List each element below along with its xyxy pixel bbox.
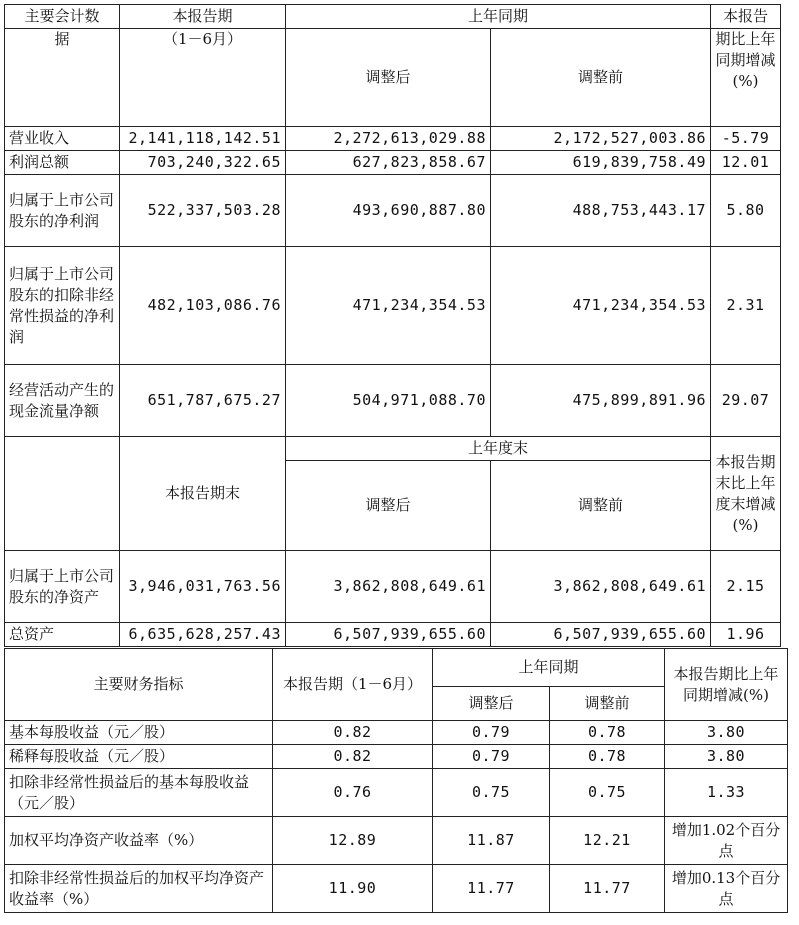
header2-prior-year-end: 上年度末 (286, 437, 711, 461)
header-before-adjustment: 调整前 (550, 687, 665, 721)
row-label: 归属于上市公司股东的净资产 (5, 551, 120, 623)
header2-change: 本报告期末比上年度末增减(%) (711, 437, 781, 551)
header2-current-period-end: 本报告期末 (120, 437, 286, 551)
row-adjusted: 471,234,354.53 (286, 247, 491, 365)
header-before-adjustment: 调整前 (491, 29, 711, 127)
row-change: 3.80 (665, 745, 788, 769)
row-current: 11.90 (273, 865, 433, 913)
table-row (5, 769, 788, 817)
header-indicator-line2: 据 (5, 29, 120, 127)
row-change: 增加1.02个百分点 (665, 817, 788, 865)
row-change: 1.33 (665, 769, 788, 817)
row-before: 2,172,527,003.86 (491, 127, 711, 151)
row-label: 总资产 (5, 623, 120, 647)
row-adjusted: 11.87 (433, 817, 550, 865)
row-before: 619,839,758.49 (491, 151, 711, 175)
header-adjusted: 调整后 (433, 687, 550, 721)
row-adjusted: 627,823,858.67 (286, 151, 491, 175)
table-row (5, 127, 781, 151)
row-adjusted: 11.77 (433, 865, 550, 913)
row-label: 加权平均净资产收益率（%） (5, 817, 273, 865)
row-change: 29.07 (711, 365, 781, 437)
row-before: 3,862,808,649.61 (491, 551, 711, 623)
table-row (5, 151, 781, 175)
row-adjusted: 3,862,808,649.61 (286, 551, 491, 623)
header2-adjusted: 调整后 (286, 461, 491, 551)
row-change: -5.79 (711, 127, 781, 151)
row-adjusted: 504,971,088.70 (286, 365, 491, 437)
row-before: 475,899,891.96 (491, 365, 711, 437)
row-change: 1.96 (711, 623, 781, 647)
row-adjusted: 493,690,887.80 (286, 175, 491, 247)
row-change: 5.80 (711, 175, 781, 247)
table-row (5, 623, 781, 647)
row-current: 12.89 (273, 817, 433, 865)
row-adjusted: 0.75 (433, 769, 550, 817)
row-change: 增加0.13个百分点 (665, 865, 788, 913)
row-current: 651,787,675.27 (120, 365, 286, 437)
row-before: 471,234,354.53 (491, 247, 711, 365)
row-adjusted: 6,507,939,655.60 (286, 623, 491, 647)
row-change: 12.01 (711, 151, 781, 175)
row-label: 营业收入 (5, 127, 120, 151)
header-prior-year: 上年同期 (433, 649, 665, 687)
header-indicator: 主要财务指标 (5, 649, 273, 721)
table-row (5, 745, 788, 769)
row-current: 0.82 (273, 745, 433, 769)
row-label: 基本每股收益（元／股） (5, 721, 273, 745)
row-current: 0.76 (273, 769, 433, 817)
header-prior-year: 上年同期 (286, 5, 711, 29)
row-label: 扣除非经常性损益后的加权平均净资产收益率（%） (5, 865, 273, 913)
row-label: 归属于上市公司股东的扣除非经常性损益的净利润 (5, 247, 120, 365)
table-row (5, 551, 781, 623)
table-row (5, 247, 781, 365)
header-current-period: 本报告期（1－6月） (273, 649, 433, 721)
header-adjusted: 调整后 (286, 29, 491, 127)
header-change-line1: 本报告 (711, 5, 781, 29)
header2-before-adjustment: 调整前 (491, 461, 711, 551)
row-before: 11.77 (550, 865, 665, 913)
row-label: 归属于上市公司股东的净利润 (5, 175, 120, 247)
row-before: 6,507,939,655.60 (491, 623, 711, 647)
row-before: 488,753,443.17 (491, 175, 711, 247)
row-current: 703,240,322.65 (120, 151, 286, 175)
row-before: 0.78 (550, 745, 665, 769)
accounting-data-table (4, 4, 781, 647)
financial-indicators-table (4, 648, 788, 913)
row-before: 0.78 (550, 721, 665, 745)
row-before: 0.75 (550, 769, 665, 817)
row-change: 2.31 (711, 247, 781, 365)
row-label: 稀释每股收益（元／股） (5, 745, 273, 769)
row-label: 经营活动产生的现金流量净额 (5, 365, 120, 437)
header-current-line1: 本报告期 (120, 5, 286, 29)
row-adjusted: 0.79 (433, 721, 550, 745)
row-current: 482,103,086.76 (120, 247, 286, 365)
header-current-line2: （1－6月） (120, 29, 286, 127)
row-adjusted: 2,272,613,029.88 (286, 127, 491, 151)
table-row (5, 865, 788, 913)
row-current: 522,337,503.28 (120, 175, 286, 247)
row-before: 12.21 (550, 817, 665, 865)
row-current: 3,946,031,763.56 (120, 551, 286, 623)
row-current: 2,141,118,142.51 (120, 127, 286, 151)
table-row (5, 365, 781, 437)
table-row (5, 175, 781, 247)
row-change: 3.80 (665, 721, 788, 745)
row-label: 扣除非经常性损益后的基本每股收益（元／股） (5, 769, 273, 817)
header2-blank (5, 437, 120, 551)
table-row (5, 817, 788, 865)
row-current: 6,635,628,257.43 (120, 623, 286, 647)
row-adjusted: 0.79 (433, 745, 550, 769)
row-current: 0.82 (273, 721, 433, 745)
header-change: 本报告期比上年同期增减(%) (665, 649, 788, 721)
table-row (5, 721, 788, 745)
row-change: 2.15 (711, 551, 781, 623)
header-change-line2: 期比上年同期增减(%) (711, 29, 781, 127)
header-indicator-line1: 主要会计数 (5, 5, 120, 29)
row-label: 利润总额 (5, 151, 120, 175)
